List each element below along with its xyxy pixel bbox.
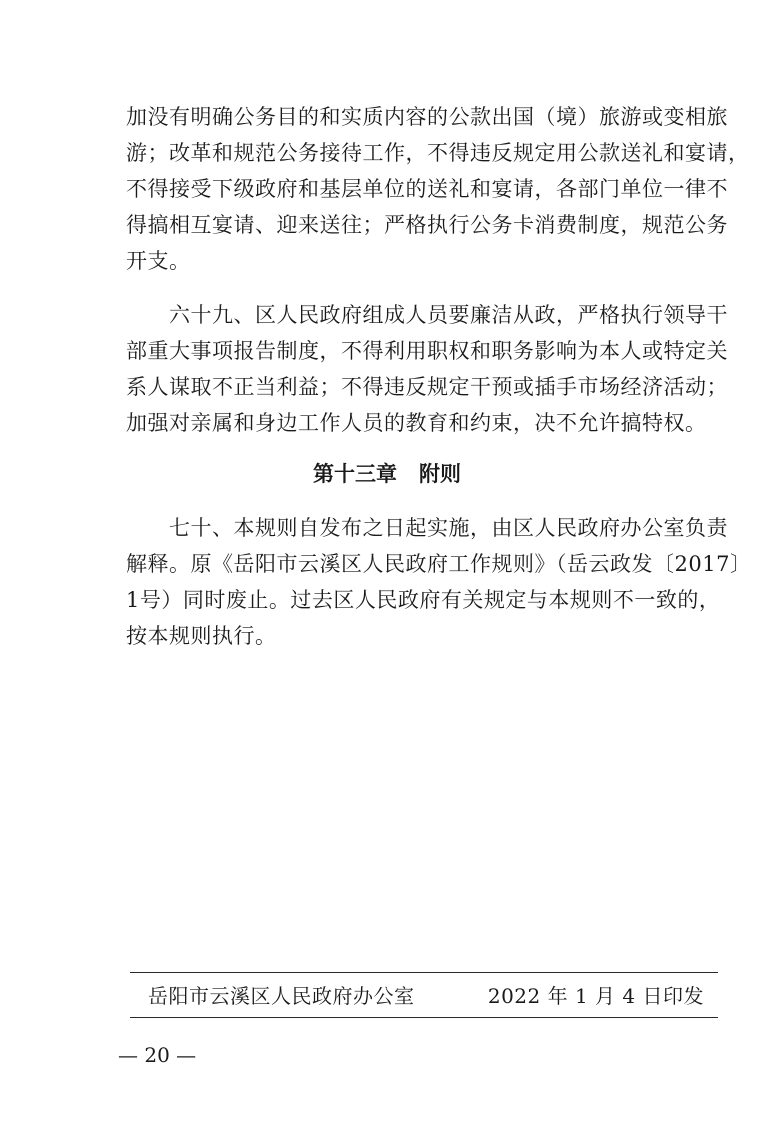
text-line: 游；改革和规范公务接待工作，不得违反规定用公款送礼和宴请， bbox=[126, 141, 750, 165]
footer-bottom-rule bbox=[130, 1017, 718, 1018]
chapter-number: 第十三章 bbox=[313, 462, 397, 486]
page-number: — 20 — bbox=[118, 1043, 197, 1067]
text-line: 开支。 bbox=[126, 249, 191, 273]
paragraph-article-70 bbox=[126, 510, 752, 654]
text-line: 得搞相互宴请、迎来送往；严格执行公务卡消费制度，规范公务 bbox=[126, 213, 728, 237]
footer-top-rule bbox=[130, 972, 718, 973]
text-line: 六十九、区人民政府组成人员要廉洁从政，严格执行领导干 bbox=[126, 303, 728, 327]
text-line: 七十、本规则自发布之日起实施，由区人民政府办公室负责 bbox=[126, 516, 728, 540]
text-line: 系人谋取不正当利益；不得违反规定干预或插手市场经济活动； bbox=[126, 375, 728, 399]
chapter-heading bbox=[0, 456, 774, 492]
paragraph-continuation bbox=[126, 99, 750, 279]
issue-date: 2022 年 1 月 4 日印发 bbox=[487, 984, 704, 1008]
text-line: 加强对亲属和身边工作人员的教育和约束，决不允许搞特权。 bbox=[126, 411, 707, 435]
text-line: 按本规则执行。 bbox=[126, 624, 277, 648]
paragraph-article-69 bbox=[126, 297, 728, 441]
text-line: 解释。原《岳阳市云溪区人民政府工作规则》（岳云政发〔2017〕 bbox=[126, 552, 752, 576]
text-line: 不得接受下级政府和基层单位的送礼和宴请，各部门单位一律不 bbox=[126, 177, 728, 201]
issuer-name: 岳阳市云溪区人民政府办公室 bbox=[148, 984, 415, 1008]
text-line: 加没有明确公务目的和实质内容的公款出国（境）旅游或变相旅 bbox=[126, 105, 728, 129]
chapter-title: 附则 bbox=[419, 462, 461, 486]
text-line: 1号）同时废止。过去区人民政府有关规定与本规则不一致的， bbox=[126, 588, 721, 612]
text-line: 部重大事项报告制度，不得利用职权和职务影响为本人或特定关 bbox=[126, 339, 728, 363]
